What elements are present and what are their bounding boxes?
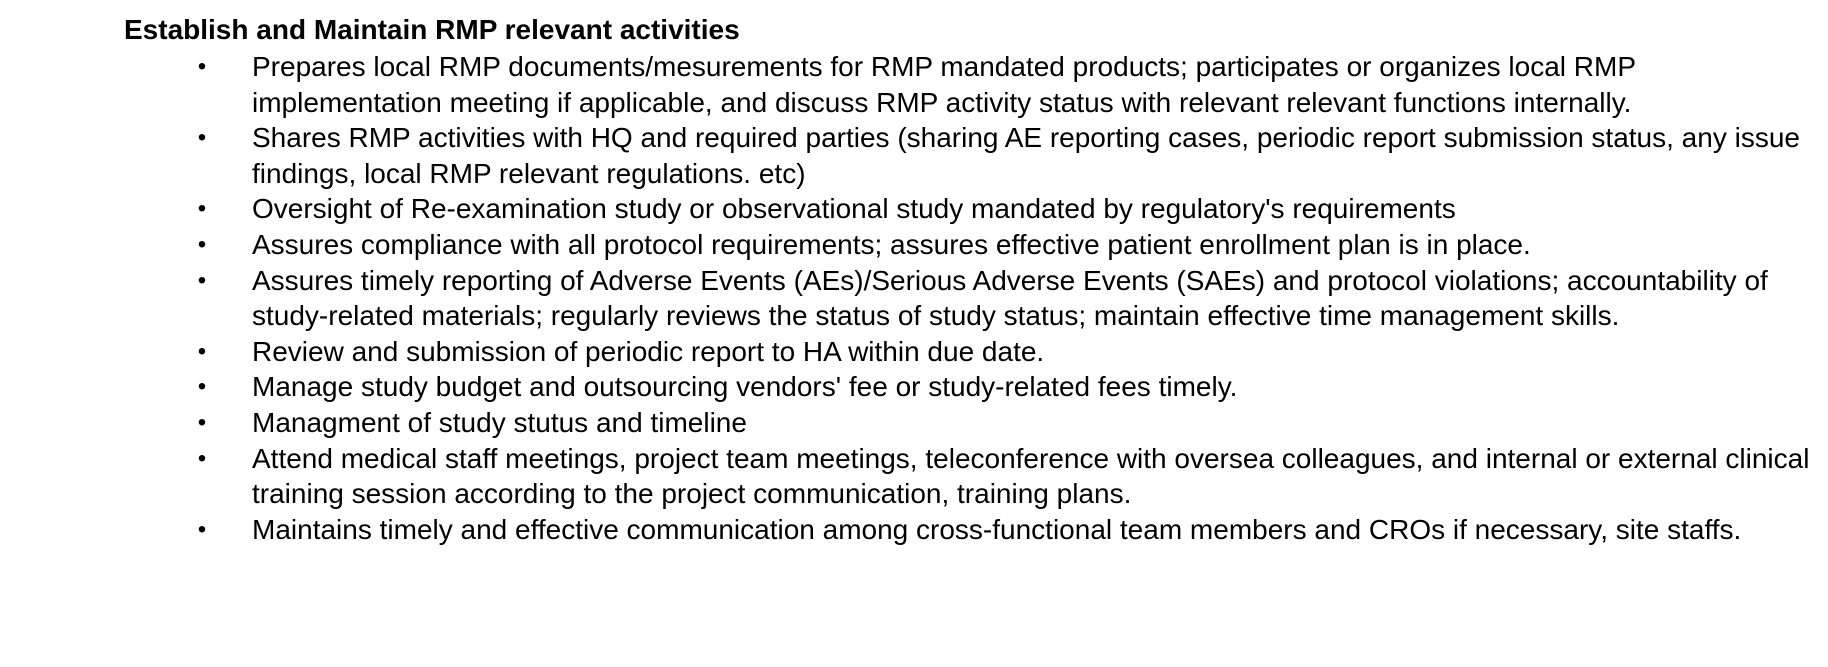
- list-item: [124, 405, 1812, 441]
- section-title: Establish and Maintain RMP relevant activities: [124, 14, 740, 45]
- bullet-icon: •: [197, 230, 207, 258]
- bullet-icon: •: [197, 124, 207, 152]
- bullet-icon: •: [197, 408, 207, 436]
- bullet-icon: •: [197, 266, 207, 294]
- list-item: [124, 512, 1812, 548]
- list-item-text: Attend medical staff meetings, project team meetings, teleconference with oversea colleagues, and internal or external clinical training session according to the project communication, training plans.: [252, 442, 1810, 510]
- document: [124, 12, 1810, 547]
- list-item: [124, 191, 1812, 227]
- bullet-icon: •: [197, 195, 207, 223]
- bullet-icon: •: [197, 373, 207, 401]
- bullet-icon: •: [197, 53, 207, 80]
- bullet-icon: •: [197, 337, 207, 365]
- list-item: [124, 441, 1812, 512]
- list-item-text: Manage study budget and outsourcing vendors' fee or study-related fees timely.: [252, 371, 1238, 403]
- bullet-icon: •: [197, 515, 207, 543]
- list-item-text: Maintains timely and effective communication among cross-functional team members and CROs if necessary, site staffs.: [252, 513, 1742, 545]
- list-item-text: Managment of study stutus and timeline: [252, 406, 747, 438]
- list-item: [124, 227, 1812, 263]
- list-item-text: Shares RMP activities with HQ and required parties (sharing AE reporting cases, periodic report submission status, any issue findings, local RMP relevant regulations. etc): [252, 122, 1800, 189]
- bullet-list: [124, 49, 1810, 547]
- list-item-text: Oversight of Re-examination study or observational study mandated by regulatory's requirements: [252, 193, 1456, 225]
- list-item-text: Prepares local RMP documents/mesurements for RMP mandated products; participates or organizes local RMP implementation meeting if applicable, and discuss RMP activity status with relevant relevant functions internally.: [252, 51, 1636, 118]
- list-item: [124, 334, 1812, 370]
- list-item-text: Assures timely reporting of Adverse Events (AEs)/Serious Adverse Events (SAEs) and protocol violations; accountability of study-related materials; regularly reviews the status of study status; maintain effective time management skills.: [252, 264, 1768, 332]
- list-item-text: Review and submission of periodic report to HA within due date.: [252, 335, 1045, 367]
- list-item: [124, 369, 1812, 405]
- list-item: [124, 263, 1812, 334]
- list-item: [124, 49, 1812, 120]
- bullet-icon: •: [197, 444, 207, 472]
- list-item-text: Assures compliance with all protocol requirements; assures effective patient enrollment plan is in place.: [252, 228, 1531, 260]
- list-item: [124, 120, 1812, 191]
